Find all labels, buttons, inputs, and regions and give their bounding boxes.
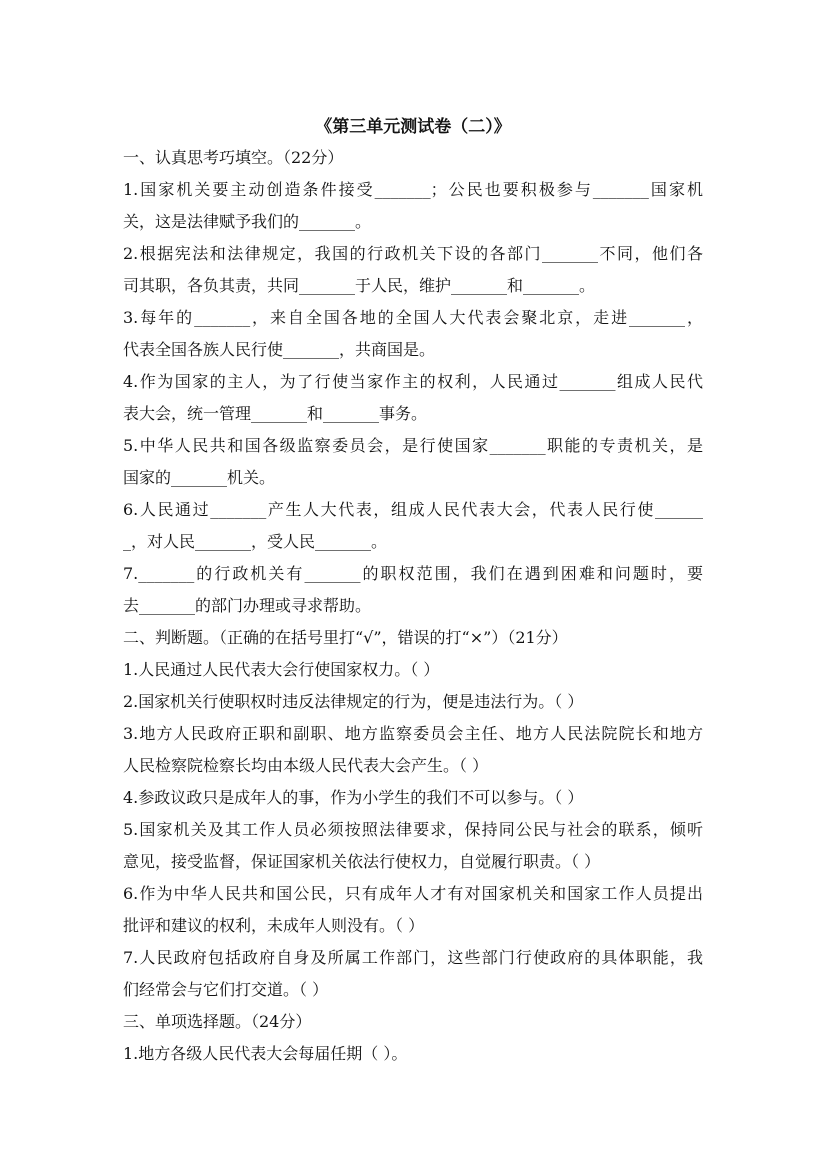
text-line: 司其职，各负其责，共同_______于人民，维护_______和_______。: [123, 276, 596, 295]
text-line: 5.中华人民共和国各级监察委员会，是行使国家_______职能的专责机关，是: [123, 436, 703, 455]
text-line: 7._______的行政机关有_______的职权范围，我们在遇到困难和问题时，要: [123, 564, 703, 583]
text-line: 人民检察院检察长均由本级人民代表大会产生。（ ）: [123, 756, 489, 775]
text-line: 4.参政议政只是成年人的事，作为小学生的我们不可以参与。（ ）: [123, 788, 584, 807]
text-line: 们经常会与它们打交道。（ ）: [123, 980, 329, 999]
document-title: 《第三单元测试卷（二）》: [315, 117, 511, 137]
text-line: 三、单项选择题。（24分）: [123, 1012, 312, 1031]
text-line: 1.地方各级人民代表大会每届任期（ ）。: [123, 1044, 408, 1063]
text-line: 2.国家机关行使职权时违反法律规定的行为，便是违法行为。（ ）: [123, 692, 584, 711]
text-line: 国家的_______机关。: [123, 468, 276, 487]
text-line: 二、判断题。（正确的在括号里打“√”，错误的打“×”）（21分）: [123, 628, 568, 647]
text-line: 6.作为中华人民共和国公民，只有成年人才有对国家机关和国家工作人员提出: [123, 884, 703, 903]
text-line: 7.人民政府包括政府自身及所属工作部门，这些部门行使政府的具体职能，我: [123, 948, 703, 967]
text-line: 意见，接受监督，保证国家机关依法行使权力，自觉履行职责。（ ）: [123, 852, 601, 871]
text-line: _，对人民_______，受人民_______。: [123, 532, 388, 551]
text-line: 6.人民通过_______产生人大代表，组成人民代表大会，代表人民行使______: [123, 500, 703, 519]
text-line: 关，这是法律赋予我们的_______。: [123, 212, 372, 231]
text-line: 5.国家机关及其工作人员必须按照法律要求，保持同公民与社会的联系，倾听: [123, 820, 703, 839]
text-line: 表大会，统一管理_______和_______事务。: [123, 404, 428, 423]
text-line: 1.人民通过人民代表大会行使国家权力。（ ）: [123, 660, 440, 679]
text-line: 4.作为国家的主人，为了行使当家作主的权利，人民通过_______组成人民代: [123, 372, 703, 391]
text-line: 3.每年的_______，来自全国各地的全国人大代表会聚北京，走进_______，: [123, 308, 703, 327]
text-line: 代表全国各族人民行使_______，共商国是。: [123, 340, 436, 359]
document-body: [123, 142, 703, 1070]
text-line: 1.国家机关要主动创造条件接受_______；公民也要积极参与_______国家机: [123, 180, 703, 199]
text-line: 3.地方人民政府正职和副职、地方监察委员会主任、地方人民法院院长和地方: [123, 724, 703, 743]
text-line: 去_______的部门办理或寻求帮助。: [123, 596, 372, 615]
text-line: 一、认真思考巧填空。（22分）: [123, 148, 344, 167]
text-line: 批评和建议的权利，未成年人则没有。（ ）: [123, 916, 425, 935]
text-line: 2.根据宪法和法律规定，我国的行政机关下设的各部门_______不同，他们各: [123, 244, 703, 263]
